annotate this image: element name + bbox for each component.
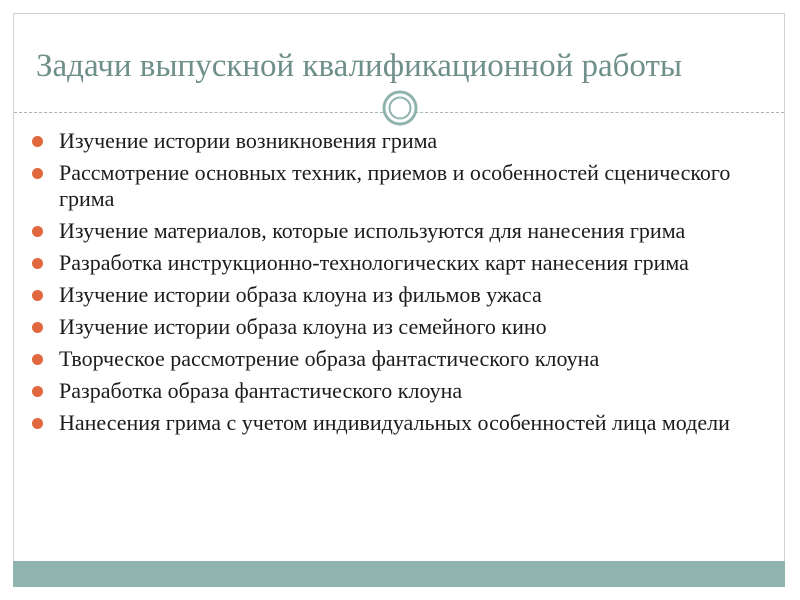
- circle-bullet-icon: [32, 136, 43, 147]
- list-item-text: Изучение истории образа клоуна из семейного кино: [59, 314, 547, 339]
- list-item-text: Творческое рассмотрение образа фантастического клоуна: [59, 346, 600, 371]
- list-item: [32, 160, 772, 212]
- tasks-list: [32, 128, 772, 442]
- list-item-text: Разработка образа фантастического клоуна: [59, 378, 463, 403]
- slide-title: Задачи выпускной квалификационной работы: [36, 48, 683, 84]
- list-item: [32, 282, 772, 308]
- circle-bullet-icon: [32, 418, 43, 429]
- list-item-text: Рассмотрение основных техник, приемов и особенностей сценического грима: [59, 160, 731, 211]
- circle-bullet-icon: [32, 258, 43, 269]
- list-item-text: Изучение истории образа клоуна из фильмов ужаса: [59, 282, 542, 307]
- list-item: [32, 128, 772, 154]
- circle-bullet-icon: [32, 226, 43, 237]
- circle-bullet-icon: [32, 322, 43, 333]
- circle-bullet-icon: [32, 386, 43, 397]
- list-item-text: Изучение материалов, которые используются для нанесения грима: [59, 218, 686, 243]
- list-item: [32, 346, 772, 372]
- list-item-text: Нанесения грима с учетом индивидуальных особенностей лица модели: [59, 410, 730, 435]
- list-item: [32, 218, 772, 244]
- circle-bullet-icon: [32, 290, 43, 301]
- list-item: [32, 250, 772, 276]
- list-item-text: Изучение истории возникновения грима: [59, 128, 438, 153]
- footer-bar: [13, 561, 785, 587]
- circle-bullet-icon: [32, 168, 43, 179]
- circle-bullet-icon: [32, 354, 43, 365]
- list-item: [32, 378, 772, 404]
- list-item-text: Разработка инструкционно-технологических карт нанесения грима: [59, 250, 689, 275]
- list-item: [32, 410, 772, 436]
- list-item: [32, 314, 772, 340]
- double-circle-icon: [382, 90, 418, 126]
